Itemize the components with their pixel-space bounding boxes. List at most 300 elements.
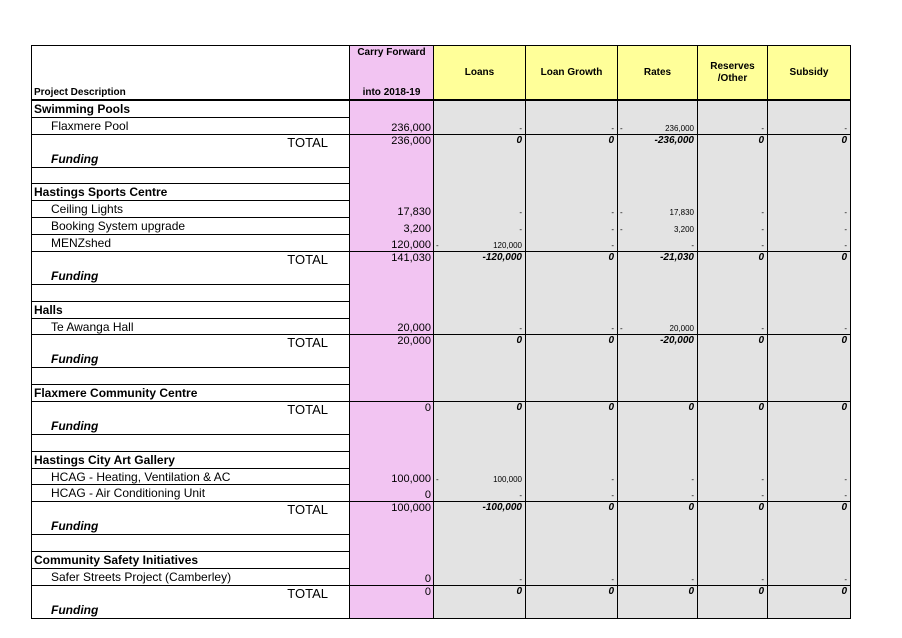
section-cell-rates: [618, 552, 698, 569]
funding-cell-content: [434, 208, 525, 218]
section-cell-rates: [618, 301, 698, 318]
spacer-row: [32, 167, 851, 184]
spacer-cell-reserves: [698, 167, 768, 184]
section-cell-loans: [434, 451, 526, 468]
total-loans: -100,000: [434, 502, 526, 518]
section-cell-growth: [526, 451, 618, 468]
project-name: Ceiling Lights: [32, 201, 350, 218]
funding-label: Funding: [32, 268, 350, 284]
project-line-row: [32, 117, 851, 134]
total-subsidy: 0: [768, 252, 851, 268]
funding-carry-forward-cell: [350, 518, 434, 534]
spacer-cell: [32, 434, 350, 451]
total-label: TOTAL: [32, 335, 350, 351]
funding-cell-rates: [618, 151, 698, 167]
section-cell-loans: [434, 100, 526, 117]
funding-value-rates: -: [691, 574, 694, 584]
funding-carry-forward-cell: [350, 151, 434, 167]
total-label: TOTAL: [32, 502, 350, 518]
funding-value-rates: 17,830: [669, 207, 694, 217]
funding-cell-growth: [526, 117, 618, 134]
funding-value-rates: -: [691, 491, 694, 501]
funding-cell-content: [698, 491, 767, 501]
project-line-row: [32, 318, 851, 335]
carry-forward-value: 100,000: [350, 468, 434, 485]
total-subsidy: 0: [768, 335, 851, 351]
spacer-cell-growth: [526, 368, 618, 385]
funding-cell-growth: [526, 235, 618, 252]
funding-cell-reserves: [698, 151, 768, 167]
spacer-row: [32, 535, 851, 552]
funding-cell-loans: [434, 468, 526, 485]
total-row: [32, 402, 851, 418]
total-row: [32, 252, 851, 268]
section-cell-reserves: [698, 184, 768, 201]
spacer-carry-forward-cell: [350, 368, 434, 385]
funding-cell-growth: [526, 418, 618, 434]
section-cell-loans: [434, 552, 526, 569]
funding-value-loans: -: [519, 207, 522, 217]
funding-cell-reserves: [698, 268, 768, 284]
total-growth: 0: [526, 134, 618, 150]
total-reserves: 0: [698, 252, 768, 268]
funding-cell-reserves: [698, 351, 768, 367]
section-cell-rates: [618, 100, 698, 117]
funding-cell-rates: [618, 518, 698, 534]
funding-cell-content: [698, 575, 767, 585]
spacer-cell-rates: [618, 167, 698, 184]
funding-value-subsidy: -: [844, 224, 847, 234]
funding-label: Funding: [32, 151, 350, 167]
total-row: [32, 134, 851, 150]
header-project-description: Project Description: [32, 46, 350, 101]
spacer-cell-reserves: [698, 284, 768, 301]
funding-cell-growth: [526, 518, 618, 534]
funding-value-reserves: -: [761, 474, 764, 484]
section-cell-subsidy: [768, 385, 851, 402]
funding-value-loans: -: [519, 491, 522, 501]
spacer-row: [32, 284, 851, 301]
total-reserves: 0: [698, 335, 768, 351]
section-cell-rates: [618, 451, 698, 468]
total-carry-forward: 0: [350, 402, 434, 418]
total-subsidy: 0: [768, 502, 851, 518]
carry-forward-value: 120,000: [350, 235, 434, 252]
section-row: [32, 451, 851, 468]
funding-cell-rates: [618, 568, 698, 585]
funding-value-rates: 20,000: [669, 324, 694, 334]
funding-value-reserves: -: [761, 123, 764, 133]
funding-cell-content: [618, 324, 697, 334]
capital-funding-spreadsheet: [31, 45, 851, 619]
funding-cell-subsidy: [768, 468, 851, 485]
funding-cell-content: [768, 124, 850, 134]
funding-cell-rates: [618, 468, 698, 485]
spacer-carry-forward-cell: [350, 284, 434, 301]
funding-cell-rates: [618, 602, 698, 618]
funding-cell-content: [698, 208, 767, 218]
total-row: [32, 335, 851, 351]
funding-cell-subsidy: [768, 418, 851, 434]
spacer-cell: [32, 535, 350, 552]
funding-cell-subsidy: [768, 117, 851, 134]
total-reserves: 0: [698, 402, 768, 418]
total-loans: 0: [434, 402, 526, 418]
section-cell-subsidy: [768, 184, 851, 201]
section-cell-reserves: [698, 451, 768, 468]
total-rates: -236,000: [618, 134, 698, 150]
section-cell-subsidy: [768, 451, 851, 468]
total-growth: 0: [526, 402, 618, 418]
header-reserves-label: Reserves /Other: [710, 60, 755, 84]
section-cell-reserves: [698, 100, 768, 117]
section-carry-forward-cell: [350, 301, 434, 318]
spacer-cell-subsidy: [768, 535, 851, 552]
funding-value-reserves: -: [761, 207, 764, 217]
funding-cell-content: [768, 575, 850, 585]
funding-cell-content: [526, 475, 617, 485]
funding-label: Funding: [32, 602, 350, 618]
spacer-carry-forward-cell: [350, 434, 434, 451]
funding-row: [32, 518, 851, 534]
carry-forward-value: 236,000: [350, 117, 434, 134]
funding-value-growth: -: [611, 241, 614, 251]
total-loans: 0: [434, 134, 526, 150]
funding-value-growth: -: [611, 574, 614, 584]
funding-table: [31, 45, 851, 619]
funding-value-rates: -: [691, 241, 694, 251]
section-cell-growth: [526, 184, 618, 201]
total-growth: 0: [526, 585, 618, 601]
spacer-cell-growth: [526, 284, 618, 301]
section-row: [32, 552, 851, 569]
funding-value-growth: -: [611, 123, 614, 133]
funding-cell-reserves: [698, 485, 768, 502]
carry-forward-value: 3,200: [350, 218, 434, 235]
section-cell-growth: [526, 301, 618, 318]
lead-dash-marker: -: [436, 474, 439, 484]
total-rates: 0: [618, 502, 698, 518]
spacer-cell-subsidy: [768, 167, 851, 184]
total-label: TOTAL: [32, 252, 350, 268]
funding-row: [32, 351, 851, 367]
funding-cell-reserves: [698, 201, 768, 218]
spacer-cell-subsidy: [768, 434, 851, 451]
funding-cell-content: [526, 575, 617, 585]
funding-cell-loans: [434, 351, 526, 367]
funding-cell-content: [434, 124, 525, 134]
total-reserves: 0: [698, 502, 768, 518]
section-row: [32, 184, 851, 201]
project-name: Booking System upgrade: [32, 218, 350, 235]
carry-forward-value: 17,830: [350, 201, 434, 218]
header-rates: Rates: [618, 46, 698, 101]
section-cell-rates: [618, 385, 698, 402]
funding-cell-reserves: [698, 218, 768, 235]
spacer-cell-loans: [434, 167, 526, 184]
total-growth: 0: [526, 252, 618, 268]
funding-label: Funding: [32, 351, 350, 367]
project-name: Safer Streets Project (Camberley): [32, 568, 350, 585]
section-row: [32, 385, 851, 402]
funding-cell-growth: [526, 351, 618, 367]
funding-value-growth: -: [611, 474, 614, 484]
total-growth: 0: [526, 502, 618, 518]
total-carry-forward: 20,000: [350, 335, 434, 351]
funding-cell-subsidy: [768, 485, 851, 502]
project-name: HCAG - Air Conditioning Unit: [32, 485, 350, 502]
funding-cell-loans: [434, 518, 526, 534]
header-carry-forward-line2: into 2018-19: [362, 87, 421, 98]
funding-value-growth: -: [611, 324, 614, 334]
total-carry-forward: 100,000: [350, 502, 434, 518]
project-line-row: [32, 485, 851, 502]
funding-row: [32, 418, 851, 434]
funding-cell-reserves: [698, 235, 768, 252]
section-cell-subsidy: [768, 552, 851, 569]
carry-forward-value: 0: [350, 568, 434, 585]
section-cell-growth: [526, 385, 618, 402]
total-loans: 0: [434, 335, 526, 351]
funding-cell-content: [768, 324, 850, 334]
funding-cell-subsidy: [768, 351, 851, 367]
project-line-row: [32, 568, 851, 585]
funding-row: [32, 268, 851, 284]
funding-cell-loans: [434, 418, 526, 434]
spacer-cell-reserves: [698, 535, 768, 552]
funding-cell-reserves: [698, 602, 768, 618]
funding-value-loans: 120,000: [493, 241, 522, 251]
section-cell-reserves: [698, 385, 768, 402]
header-carry-forward: [350, 46, 434, 101]
funding-cell-content: [618, 124, 697, 134]
section-row: [32, 301, 851, 318]
total-reserves: 0: [698, 585, 768, 601]
funding-cell-content: [698, 225, 767, 235]
funding-value-loans: -: [519, 123, 522, 133]
funding-cell-content: [698, 124, 767, 134]
funding-cell-rates: [618, 485, 698, 502]
funding-cell-growth: [526, 201, 618, 218]
funding-value-reserves: -: [761, 324, 764, 334]
section-cell-subsidy: [768, 301, 851, 318]
funding-value-subsidy: -: [844, 207, 847, 217]
total-label: TOTAL: [32, 402, 350, 418]
funding-value-subsidy: -: [844, 241, 847, 251]
total-rates: -20,000: [618, 335, 698, 351]
funding-value-subsidy: -: [844, 491, 847, 501]
funding-cell-reserves: [698, 318, 768, 335]
section-cell-reserves: [698, 301, 768, 318]
funding-cell-rates: [618, 418, 698, 434]
funding-cell-content: [618, 225, 697, 235]
spacer-cell-subsidy: [768, 368, 851, 385]
funding-cell-content: [434, 475, 525, 485]
project-line-row: [32, 201, 851, 218]
funding-cell-growth: [526, 468, 618, 485]
total-loans: 0: [434, 585, 526, 601]
funding-cell-loans: [434, 117, 526, 134]
funding-cell-content: [434, 241, 525, 251]
funding-cell-rates: [618, 117, 698, 134]
total-carry-forward: 236,000: [350, 134, 434, 150]
total-rates: 0: [618, 402, 698, 418]
lead-dash-marker: -: [620, 324, 623, 334]
funding-row: [32, 151, 851, 167]
funding-cell-reserves: [698, 418, 768, 434]
spacer-cell-reserves: [698, 434, 768, 451]
section-title: Hastings City Art Gallery: [32, 451, 350, 468]
section-carry-forward-cell: [350, 552, 434, 569]
funding-row: [32, 602, 851, 618]
section-carry-forward-cell: [350, 385, 434, 402]
spacer-cell-rates: [618, 535, 698, 552]
funding-cell-reserves: [698, 518, 768, 534]
funding-value-growth: -: [611, 207, 614, 217]
lead-dash-marker: -: [620, 207, 623, 217]
header-row: [32, 46, 851, 101]
funding-value-reserves: -: [761, 491, 764, 501]
funding-value-loans: -: [519, 224, 522, 234]
funding-value-subsidy: -: [844, 574, 847, 584]
funding-cell-subsidy: [768, 235, 851, 252]
project-name: Te Awanga Hall: [32, 318, 350, 335]
funding-cell-content: [698, 241, 767, 251]
total-label: TOTAL: [32, 134, 350, 150]
funding-value-growth: -: [611, 491, 614, 501]
section-row: [32, 100, 851, 117]
spacer-row: [32, 434, 851, 451]
funding-cell-content: [618, 491, 697, 501]
lead-dash-marker: -: [620, 123, 623, 133]
total-label: TOTAL: [32, 585, 350, 601]
funding-cell-content: [768, 208, 850, 218]
funding-value-reserves: -: [761, 241, 764, 251]
funding-cell-growth: [526, 485, 618, 502]
total-growth: 0: [526, 335, 618, 351]
funding-cell-rates: [618, 218, 698, 235]
lead-dash-marker: -: [620, 224, 623, 234]
funding-cell-rates: [618, 268, 698, 284]
total-subsidy: 0: [768, 134, 851, 150]
project-line-row: [32, 468, 851, 485]
funding-cell-growth: [526, 268, 618, 284]
funding-cell-subsidy: [768, 201, 851, 218]
funding-cell-subsidy: [768, 518, 851, 534]
funding-cell-rates: [618, 318, 698, 335]
funding-carry-forward-cell: [350, 418, 434, 434]
funding-carry-forward-cell: [350, 602, 434, 618]
section-cell-rates: [618, 184, 698, 201]
section-title: Hastings Sports Centre: [32, 184, 350, 201]
funding-label: Funding: [32, 418, 350, 434]
funding-cell-subsidy: [768, 568, 851, 585]
funding-cell-loans: [434, 201, 526, 218]
total-row: [32, 585, 851, 601]
spacer-cell-subsidy: [768, 284, 851, 301]
funding-cell-rates: [618, 201, 698, 218]
section-cell-reserves: [698, 552, 768, 569]
funding-cell-content: [618, 475, 697, 485]
funding-cell-growth: [526, 151, 618, 167]
funding-cell-content: [526, 124, 617, 134]
funding-cell-content: [526, 241, 617, 251]
funding-cell-content: [768, 475, 850, 485]
project-name: HCAG - Heating, Ventilation & AC: [32, 468, 350, 485]
funding-cell-reserves: [698, 117, 768, 134]
section-cell-loans: [434, 385, 526, 402]
funding-cell-content: [698, 475, 767, 485]
total-loans: -120,000: [434, 252, 526, 268]
funding-cell-loans: [434, 318, 526, 335]
funding-cell-growth: [526, 568, 618, 585]
funding-label: Funding: [32, 518, 350, 534]
spacer-cell: [32, 167, 350, 184]
section-title: Swimming Pools: [32, 100, 350, 117]
section-cell-growth: [526, 552, 618, 569]
funding-cell-content: [434, 575, 525, 585]
spacer-cell: [32, 284, 350, 301]
header-subsidy: Subsidy: [768, 46, 851, 101]
total-carry-forward: 0: [350, 585, 434, 601]
header-carry-forward-line1: Carry Forward: [357, 47, 426, 58]
carry-forward-value: 0: [350, 485, 434, 502]
funding-value-loans: 100,000: [493, 474, 522, 484]
funding-cell-reserves: [698, 568, 768, 585]
total-rates: -21,030: [618, 252, 698, 268]
carry-forward-value: 20,000: [350, 318, 434, 335]
section-cell-growth: [526, 100, 618, 117]
funding-value-loans: -: [519, 574, 522, 584]
funding-carry-forward-cell: [350, 351, 434, 367]
funding-cell-loans: [434, 235, 526, 252]
spacer-carry-forward-cell: [350, 167, 434, 184]
spacer-cell-growth: [526, 535, 618, 552]
funding-cell-content: [526, 208, 617, 218]
section-cell-loans: [434, 184, 526, 201]
funding-value-reserves: -: [761, 224, 764, 234]
funding-value-subsidy: -: [844, 474, 847, 484]
spacer-cell-reserves: [698, 368, 768, 385]
funding-cell-subsidy: [768, 218, 851, 235]
funding-cell-loans: [434, 268, 526, 284]
section-title: Halls: [32, 301, 350, 318]
funding-value-rates: -: [691, 474, 694, 484]
funding-cell-loans: [434, 568, 526, 585]
funding-cell-loans: [434, 218, 526, 235]
project-name: MENZshed: [32, 235, 350, 252]
funding-value-rates: 236,000: [665, 123, 694, 133]
spacer-cell-rates: [618, 284, 698, 301]
funding-cell-content: [768, 491, 850, 501]
total-row: [32, 502, 851, 518]
spacer-cell-rates: [618, 368, 698, 385]
funding-cell-growth: [526, 218, 618, 235]
header-reserves-other: [698, 46, 768, 101]
funding-cell-rates: [618, 235, 698, 252]
project-line-row: [32, 235, 851, 252]
lead-dash-marker: -: [436, 241, 439, 251]
funding-value-loans: -: [519, 324, 522, 334]
funding-cell-rates: [618, 351, 698, 367]
funding-carry-forward-cell: [350, 268, 434, 284]
total-subsidy: 0: [768, 402, 851, 418]
spacer-cell-loans: [434, 284, 526, 301]
total-carry-forward: 141,030: [350, 252, 434, 268]
funding-cell-content: [434, 491, 525, 501]
spacer-cell-loans: [434, 434, 526, 451]
funding-cell-growth: [526, 318, 618, 335]
